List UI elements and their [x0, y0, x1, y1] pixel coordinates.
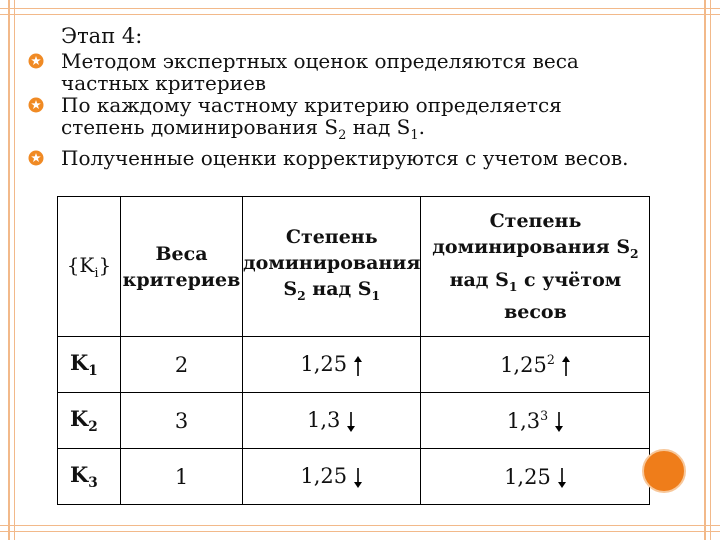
bullet-text: Полученные оценки корректируются с учетом весов. [61, 146, 629, 170]
header-adjusted-degree: Степень доминирования $S_2$ над $S_1$ с учётом весов [421, 197, 650, 337]
row-criterion: $K_1$ [58, 337, 121, 393]
row-adjusted: 1,25 [421, 449, 650, 505]
criteria-table [57, 196, 650, 505]
bullet-flower-icon [28, 150, 44, 166]
row-adjusted: 1,25$^2$ [421, 337, 650, 393]
row-degree: 1,3 [243, 393, 421, 449]
bullet-list [28, 50, 688, 169]
bullet-flower-icon [28, 97, 44, 113]
header-degree: Степень доминирования $S_2$ над $S_1$ [243, 197, 421, 337]
bullet-item-3 [28, 147, 688, 169]
row-weight: 2 [121, 337, 243, 393]
arrow-down-icon [346, 411, 356, 433]
bullet-text: частных критериев [61, 71, 267, 95]
row-adjusted: $1,3^3$ [421, 393, 650, 449]
bullet-text: над S [346, 115, 411, 139]
header-ki: $\{K_i\}$ [58, 197, 121, 337]
row-weight: 1 [121, 449, 243, 505]
arrow-up-icon [353, 355, 363, 377]
subscript: 1 [410, 128, 419, 143]
bullet-item-2 [28, 94, 688, 147]
row-degree: 1,25 [243, 449, 421, 505]
row-degree: 1,25 [243, 337, 421, 393]
bullet-item-1 [28, 50, 688, 94]
header-weights: Веса критериев [121, 197, 243, 337]
row-criterion: $K_3$ [58, 449, 121, 505]
arrow-down-icon [353, 467, 363, 489]
table-row [58, 449, 650, 505]
bullet-text: Методом экспертных оценок определяются веса [61, 49, 579, 73]
bullet-text: степень доминирования S [61, 115, 339, 139]
arrow-down-icon [557, 467, 567, 489]
table-row [58, 337, 650, 393]
row-criterion: $K_2$ [58, 393, 121, 449]
slide-title: Этап 4: [61, 24, 143, 48]
arrow-down-icon [554, 411, 564, 433]
bullet-flower-icon [28, 53, 44, 69]
table-row [58, 393, 650, 449]
table-header-row [58, 197, 650, 337]
bullet-text: По каждому частному критерию определяется [61, 93, 562, 117]
row-weight: 3 [121, 393, 243, 449]
decorative-circle [642, 449, 686, 493]
bullet-text: . [418, 115, 426, 139]
subscript: 2 [338, 128, 347, 143]
arrow-up-icon [561, 355, 571, 377]
